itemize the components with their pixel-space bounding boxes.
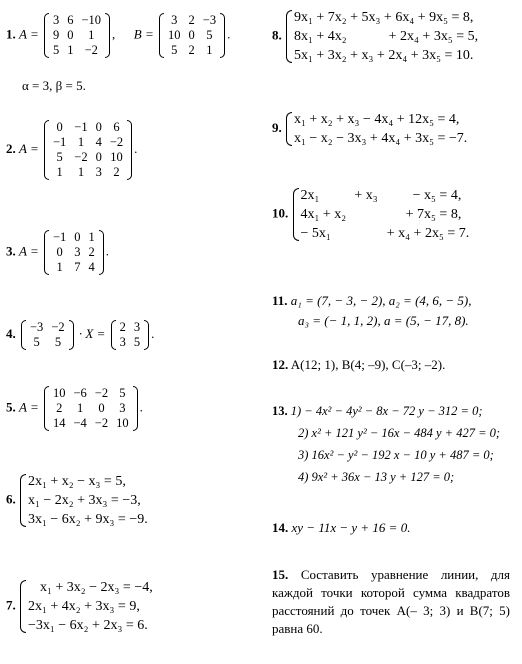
matrix-cell: −2	[84, 43, 98, 57]
problem-1-params: α = 3, β = 5.	[22, 78, 86, 93]
matrix-cell: 5	[133, 335, 141, 349]
matrix-cell: −1	[74, 120, 88, 134]
matrix-a	[44, 13, 110, 58]
equation-line: −3x₁ − 6x₂ + 2x₃ = 6.	[28, 618, 148, 633]
problem-number: 15.	[272, 567, 289, 582]
matrix-cell: 3	[74, 245, 81, 259]
matrix-cell: 3	[119, 401, 126, 415]
matrix-row	[116, 335, 145, 350]
equation-line: 2x₁ + 4x₂ + 3x₃ = 9,	[28, 599, 140, 614]
matrix-row	[164, 28, 220, 43]
problem-number: 13.	[272, 404, 288, 418]
matrix-cell: 4	[88, 260, 95, 274]
matrix-cell: 3	[52, 13, 60, 27]
matrix-cell: 6	[67, 13, 74, 27]
matrix-cell: 0	[56, 245, 63, 259]
problem-number: 8.	[272, 27, 282, 43]
matrix-row	[49, 120, 127, 135]
problem-11	[272, 291, 472, 331]
matrix-a	[44, 120, 132, 180]
matrix-cell: −6	[73, 386, 87, 400]
problem-5: 5. A = 10 −6 −2 5 2 1 0 3 14 −4 −2 10 .	[6, 386, 143, 430]
matrix-cell: 0	[188, 28, 195, 42]
matrix-cell: 6	[113, 120, 120, 134]
matrix-cell: 1	[67, 43, 74, 57]
matrix-row	[116, 320, 145, 335]
matrix-cell: 1	[56, 260, 63, 274]
problem-number: 4.	[6, 325, 16, 341]
problem-12	[272, 357, 445, 373]
equation-system	[19, 472, 148, 529]
equation-line: 2x₁ + x₃ − x₅ = 4,	[300, 188, 462, 203]
problem-number: 9.	[272, 119, 282, 135]
problem-number: 14.	[272, 520, 289, 535]
matrix-row	[26, 320, 69, 335]
vectors-line-2: a₃ = (− 1, 1, 2), a = (5, − 17, 8).	[298, 313, 469, 328]
problem-number: 3.	[6, 243, 16, 259]
matrix-cell: 0	[67, 28, 74, 42]
matrix-cell: 7	[74, 260, 81, 274]
equation-line: x₁ − x₂ − 3x₃ + 4x₄ + 3x₅ = −7.	[294, 131, 468, 146]
matrix-cell: −2	[74, 150, 88, 164]
equation-line: 2) x² + 121 y² − 16x − 484 y + 427 = 0;	[298, 426, 501, 440]
matrix-row	[26, 335, 69, 350]
matrix-a	[44, 386, 138, 431]
matrix-cell: 3	[95, 165, 102, 179]
equation-system	[292, 186, 470, 243]
equation-system	[285, 110, 467, 148]
matrix-label: A =	[19, 140, 39, 156]
problem-13	[272, 400, 500, 488]
matrix-cell: 10	[116, 416, 129, 430]
matrix-cell: 1	[88, 28, 95, 42]
matrix-label: A =	[19, 243, 39, 259]
matrix-cell: −3	[202, 13, 217, 27]
matrix-cell: −2	[94, 386, 109, 400]
matrix-cell: 0	[74, 230, 81, 244]
problem-4: 4. −3 −2 5 5 · X = 2 3 3 5 .	[6, 320, 155, 349]
matrix-cell: −2	[51, 320, 65, 334]
matrix-cell: −10	[81, 13, 102, 27]
matrix-cell: 5	[56, 150, 63, 164]
matrix-cell: 2	[88, 245, 95, 259]
matrix-cell: 5	[52, 43, 60, 57]
problem-number: 10.	[272, 205, 289, 221]
matrix-cell: −2	[94, 416, 109, 430]
problem-7	[6, 578, 153, 635]
vectors-line-1: a₁ = (7, − 3, − 2), a₂ = (4, 6, − 5),	[290, 293, 472, 308]
equation-line: 4) 9x² + 36x − 13 y + 127 = 0;	[298, 470, 455, 484]
matrix-row	[49, 13, 105, 28]
problem-text: Составить уравнение линии, для каждой точки которой сумма квадратов расстояний до точек А(– 3; 3) и В(7; 5) равна 60.	[272, 567, 511, 636]
matrix-row	[49, 416, 133, 431]
matrix-cell: −1	[52, 230, 67, 244]
matrix-cell: 9	[52, 28, 60, 42]
matrix-row	[49, 245, 99, 260]
matrix-cell: 10	[52, 386, 66, 400]
matrix-cell: 5	[33, 335, 40, 349]
equation-line: 4x₁ + x₂ + 7x₅ = 8,	[300, 207, 462, 222]
matrix-cell: 0	[95, 120, 102, 134]
matrix-row	[49, 28, 105, 43]
matrix-cell: −4	[73, 416, 87, 430]
matrix-cell: 0	[56, 120, 63, 134]
matrix-row	[49, 230, 99, 245]
matrix-cell: 2	[119, 320, 126, 334]
matrix-b	[159, 13, 225, 58]
equation-line: 9x₁ + 7x₂ + 5x₃ + 6x₄ + 9x₅ = 8,	[294, 10, 474, 25]
problem-number: 12.	[272, 357, 289, 372]
matrix-a	[44, 230, 104, 275]
matrix-row	[49, 150, 127, 165]
problem-9	[272, 110, 467, 148]
matrix-cell: 1	[77, 401, 84, 415]
matrix-right	[111, 320, 150, 350]
matrix-cell: 4	[95, 135, 102, 149]
equation-line: 8x₁ + 4x₂ + 2x₄ + 3x₅ = 5,	[294, 29, 479, 44]
matrix-cell: 0	[95, 150, 102, 164]
problem-number: 2.	[6, 140, 16, 156]
matrix-cell: 2	[188, 13, 195, 27]
matrix-row	[164, 13, 220, 28]
problem-number: 1.	[6, 26, 16, 42]
points-text: A(12; 1), B(4; –9), C(–3; –2).	[290, 357, 446, 372]
matrix-cell: 10	[110, 150, 123, 164]
equation-line: 2x₁ + x₂ − x₃ = 5,	[28, 474, 126, 489]
matrix-cell: 5	[54, 335, 62, 349]
problem-15	[272, 566, 510, 638]
equation-line: 1) − 4x² − 4y² − 8x − 72 y − 312 = 0;	[290, 404, 483, 418]
matrix-row	[49, 260, 99, 275]
problem-1: 1. A = 3 6 −10 9 0 1 5 1 −2 , B = 3 2 −3 10 0 5 5 2 1 .	[6, 13, 231, 57]
equation-text: xy − 11x − y + 16 = 0.	[291, 520, 411, 535]
matrix-cell: 5	[119, 386, 126, 400]
matrix-row	[49, 43, 105, 58]
matrix-cell: 2	[113, 165, 120, 179]
problem-14	[272, 520, 410, 536]
problem-number: 6.	[6, 491, 16, 507]
equation-operator: · X =	[78, 325, 106, 341]
problem-number: 7.	[6, 597, 16, 613]
matrix-row	[49, 386, 133, 401]
matrix-cell: 2	[56, 401, 63, 415]
matrix-cell: 1	[56, 165, 63, 179]
problem-6	[6, 472, 148, 529]
matrix-cell: 2	[188, 43, 195, 57]
problem-10	[272, 186, 469, 243]
matrix-cell: 3	[171, 13, 178, 27]
matrix-label: A =	[19, 399, 39, 415]
matrix-cell: 1	[88, 230, 95, 244]
equation-line: x₁ + 3x₂ − 2x₃ = −4,	[40, 580, 153, 595]
matrix-cell: 3	[133, 320, 141, 334]
matrix-label: A =	[19, 26, 39, 42]
equation-system	[19, 578, 153, 635]
matrix-label: B =	[133, 26, 154, 42]
matrix-cell: 3	[119, 335, 126, 349]
equation-line: − 5x₁ + x₄ + 2x₅ = 7.	[300, 226, 470, 241]
matrix-cell: 1	[77, 165, 85, 179]
equation-line: x₁ − 2x₂ + 3x₃ = −3,	[28, 493, 141, 508]
matrix-cell: 14	[52, 416, 66, 430]
problem-number: 5.	[6, 399, 16, 415]
problem-8	[272, 8, 478, 65]
problem-number: 11.	[272, 293, 288, 308]
matrix-row	[49, 401, 133, 416]
matrix-row	[164, 43, 220, 58]
matrix-cell: 10	[168, 28, 181, 42]
matrix-row	[49, 135, 127, 150]
matrix-cell: −3	[30, 320, 44, 334]
matrix-cell: −2	[109, 135, 124, 149]
equation-line: 3x₁ − 6x₂ + 9x₃ = −9.	[28, 512, 148, 527]
equation-line: x₁ + x₂ + x₃ − 4x₄ + 12x₅ = 4,	[294, 112, 460, 127]
problem-2: 2. A = 0 −1 0 6 −1 1 4 −2 5 −2 0 10 1 1 3 2 .	[6, 120, 138, 179]
equation-line: 5x₁ + 3x₂ + x₃ + 2x₄ + 3x₅ = 10.	[294, 48, 474, 63]
matrix-cell: 0	[98, 401, 105, 415]
equation-system	[285, 8, 478, 65]
matrix-cell: 5	[206, 28, 213, 42]
matrix-cell: 1	[77, 135, 85, 149]
matrix-cell: 1	[206, 43, 213, 57]
matrix-row	[49, 165, 127, 180]
matrix-cell: 5	[171, 43, 178, 57]
matrix-cell: −1	[52, 135, 67, 149]
matrix-left	[21, 320, 74, 350]
problem-3: 3. A = −1 0 1 0 3 2 1 7 4 .	[6, 230, 110, 274]
equation-line: 3) 16x² − y² − 192 x − 10 y + 487 = 0;	[298, 448, 494, 462]
